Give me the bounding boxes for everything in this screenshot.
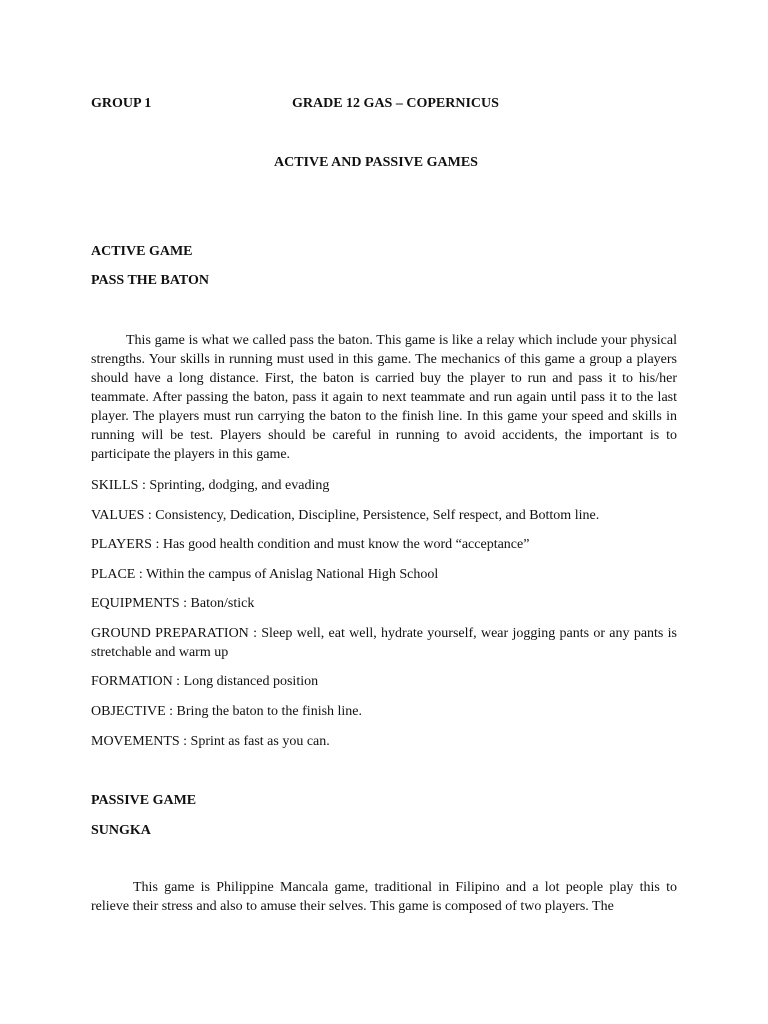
field-movements: MOVEMENTS : Sprint as fast as you can.	[91, 734, 330, 749]
field-ground-preparation: GROUND PREPARATION : Sleep well, eat well, hydrate yourself, wear jogging pants or any pants is stretchable and warm up	[91, 626, 677, 660]
passive-game-heading: PASSIVE GAME	[91, 793, 197, 808]
field-equipments: EQUIPMENTS : Baton/stick	[91, 596, 255, 611]
grade-section-label: GRADE 12 GAS – COPERNICUS	[292, 96, 499, 111]
active-game-name: PASS THE BATON	[91, 273, 210, 288]
field-objective: OBJECTIVE : Bring the baton to the finish line.	[91, 704, 363, 719]
field-skills: SKILLS : Sprinting, dodging, and evading	[91, 478, 330, 493]
active-game-heading: ACTIVE GAME	[91, 244, 193, 259]
group-label: GROUP 1	[91, 96, 152, 111]
active-game-description: This game is what we called pass the baton. This game is like a relay which include your physical strengths. Your skills in running must used in this game. The mechanics of this game a group a players should have a long distance. First, the baton is carried buy the player to run and pass it to his/her teammate. After passing the baton, pass it again to next teammate and run again until pass it to the last player. The players must run carrying the baton to the finish line. In this game your speed and skills in running will be test. Players should be careful in running to avoid accidents, the important is to participate the players in this game.	[91, 333, 677, 462]
document-title: ACTIVE AND PASSIVE GAMES	[274, 155, 478, 170]
field-place: PLACE : Within the campus of Anislag National High School	[91, 567, 439, 582]
field-values: VALUES : Consistency, Dedication, Discipline, Persistence, Self respect, and Bottom line.	[91, 508, 600, 523]
field-players: PLAYERS : Has good health condition and must know the word “acceptance”	[91, 537, 530, 552]
field-formation: FORMATION : Long distanced position	[91, 674, 319, 689]
passive-game-description: This game is Philippine Mancala game, traditional in Filipino and a lot people play this to relieve their stress and also to amuse their selves. This game is composed of two players. The	[91, 880, 677, 914]
passive-game-name: SUNGKA	[91, 823, 151, 838]
